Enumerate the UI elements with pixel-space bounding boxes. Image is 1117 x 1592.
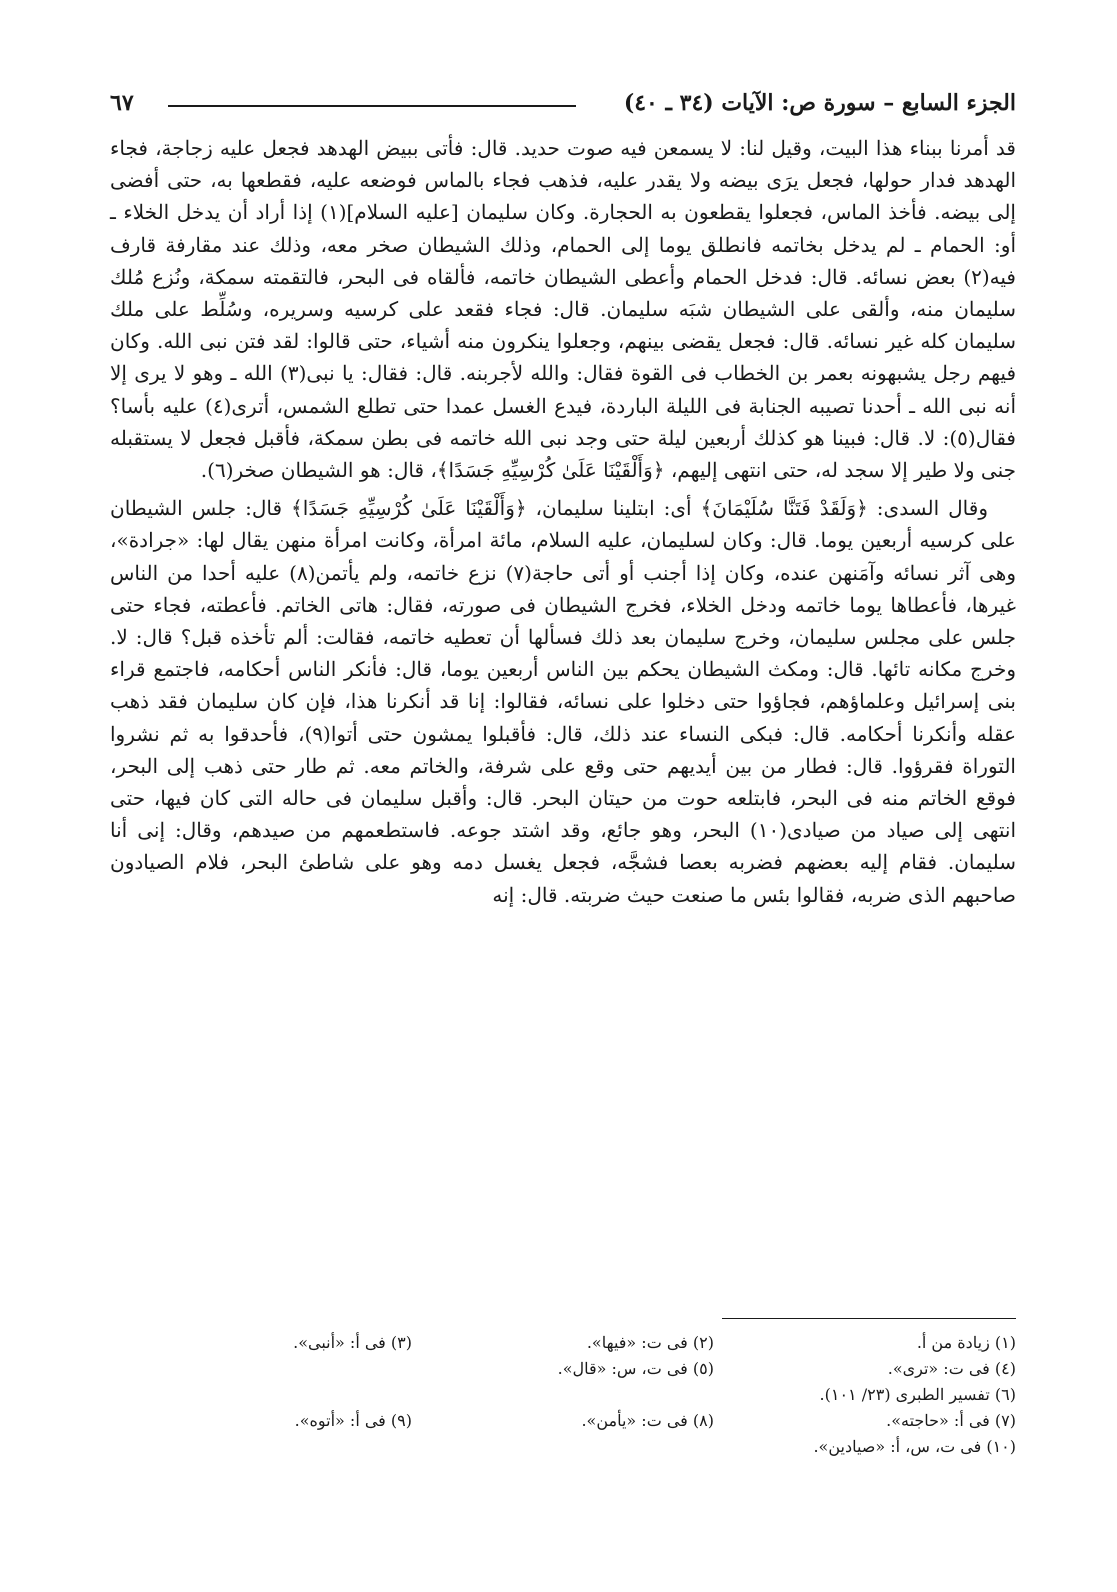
footnote-row <box>110 1330 1016 1356</box>
page-number: ٦٧ <box>110 90 134 116</box>
main-text <box>110 132 1016 911</box>
running-header <box>110 84 1016 124</box>
footnote: (٤) فى ت: «ترى». <box>887 1359 1016 1378</box>
footnote: (٣) فى أ: «أنبى». <box>293 1333 412 1352</box>
footnote: (٥) فى ت، س: «قال». <box>557 1359 714 1378</box>
footnotes <box>110 1330 1016 1460</box>
paragraph: وقال السدى: ﴿وَلَقَدْ فَتَنَّا سُلَيْمَانَ﴾ أى: ابتلينا سليمان، ﴿وَأَلْقَيْنَا عَلَىٰ كُرْسِيِّهِ جَسَدًا﴾ قال: جلس الشيطان على كرسيه أربعين يوما. قال: وكان لسليمان، عليه السلام، مائة امرأة، وكانت امرأة منهن يقال لها: «جرادة»، وهى آثر نسائه وآمَنهن عنده، وكان إذا أجنب أو أتى حاجة(٧) نزع خاتمه، ولم يأتمن(٨) عليه أحدا من الناس غيرها، فأعطاها يوما خاتمه ودخل الخلاء، فخرج الشيطان فى صورته، فقال: هاتى الخاتم. فأعطته، فجاء حتى جلس على مجلس سليمان، وخرج سليمان بعد ذلك فسألها أن تعطيه خاتمه، فقالت: ألم تأخذه قبل؟ قال: لا. وخرج مكانه تائها. قال: ومكث الشيطان يحكم بين الناس أربعين يوما، قال: فأنكر الناس أحكامه، فاجتمع قراء بنى إسرائيل وعلماؤهم، فجاؤوا حتى دخلوا على نسائه، فقالوا: إنا قد أنكرنا هذا، فإن كان سليمان فقد ذهب عقله وأنكرنا أحكامه. قال: فبكى النساء عند ذلك، قال: فأقبلوا يمشون حتى أتوا(٩)، فأحدقوا به ثم نشروا التوراة فقرؤوا. قال: فطار من بين أيديهم حتى وقع على شرفة، والخاتم معه. ثم طار حتى ذهب إلى البحر، فوقع الخاتم منه فى البحر، فابتلعه حوت من حيتان البحر. قال: وأقبل سليمان فى حاله التى كان فيها، حتى انتهى إلى صياد من صيادى(١٠) البحر، وهو جائع، وقد اشتد جوعه. فاستطعمهم من صيدهم، وقال: إنى أنا سليمان. فقام إليه بعضهم فضربه بعصا فشجَّه، فجعل يغسل دمه وهو على شاطئ البحر، فلام الصيادون صاحبهم الذى ضربه، فقالوا بئس ما صنعت حيث ضربته. قال: إنه <box>110 496 1016 907</box>
footnote-row <box>110 1356 1016 1382</box>
footnote: (٢) فى ت: «فيها». <box>586 1333 714 1352</box>
footnote-row <box>110 1434 1016 1460</box>
footnote: (١٠) فى ت، س، أ: «صيادين». <box>813 1437 1016 1456</box>
footnote-separator <box>722 1318 1016 1319</box>
footnote: (٦) تفسير الطبرى (٢٣/ ١٠١). <box>819 1385 1016 1404</box>
footnote-row <box>110 1382 1016 1408</box>
footnote: (٩) فى أ: «أتوه». <box>294 1411 412 1430</box>
header-rule <box>168 105 576 107</box>
paragraph: قد أمرنا ببناء هذا البيت، وقيل لنا: لا يسمعن فيه صوت حديد. قال: فأتى ببيض الهدهد فجعل عليه زجاجة، فجاء الهدهد فدار حولها، فجعل يرَى بيضه ولا يقدر عليه، فذهب فجاء بالماس فوضعه عليه، فقطعها به، حتى أفضى إلى بيضه. فأخذ الماس، فجعلوا يقطعون به الحجارة. وكان سليمان [عليه السلام](١) إذا أراد أن يدخل الخلاء ـ أو: الحمام ـ لم يدخل بخاتمه فانطلق يوما إلى الحمام، وذلك الشيطان صخر معه، وذلك عند مقارفة قارف فيه(٢) بعض نسائه. قال: فدخل الحمام وأعطى الشيطان خاتمه، فألقاه فى البحر، فالتقمته سمكة، ونُزع مُلك سليمان منه، وألقى على الشيطان شبَه سليمان. قال: فجاء فقعد على كرسيه وسريره، وسُلِّط على ملك سليمان كله غير نسائه. قال: فجعل يقضى بينهم، وجعلوا ينكرون منه أشياء، حتى قالوا: لقد فتن نبى الله. وكان فيهم رجل يشبهونه بعمر بن الخطاب فى القوة فقال: والله لأجربنه. قال: فقال: يا نبى(٣) الله ـ وهو لا يرى إلا أنه نبى الله ـ أحدنا تصيبه الجنابة فى الليلة الباردة، فيدع الغسل عمدا حتى تطلع الشمس، أترى(٤) عليه بأسا؟ فقال(٥): لا. قال: فبينا هو كذلك أربعين ليلة حتى وجد نبى الله خاتمه فى بطن سمكة، فأقبل فجعل لا يستقبله جنى ولا طير إلا سجد له، حتى انتهى إليهم، ﴿وَأَلْقَيْنَا عَلَىٰ كُرْسِيِّهِ جَسَدًا﴾، قال: هو الشيطان صخر(٦). <box>110 136 1017 483</box>
footnote-row <box>110 1408 1016 1434</box>
header-title: الجزء السابع – سورة ص: الآيات (٣٤ ـ ٤٠) <box>623 90 1016 116</box>
footnote: (٧) فى أ: «حاجته». <box>886 1411 1016 1430</box>
footnote: (١) زيادة من أ. <box>916 1333 1016 1352</box>
footnote: (٨) فى ت: «يأمن». <box>581 1411 714 1430</box>
